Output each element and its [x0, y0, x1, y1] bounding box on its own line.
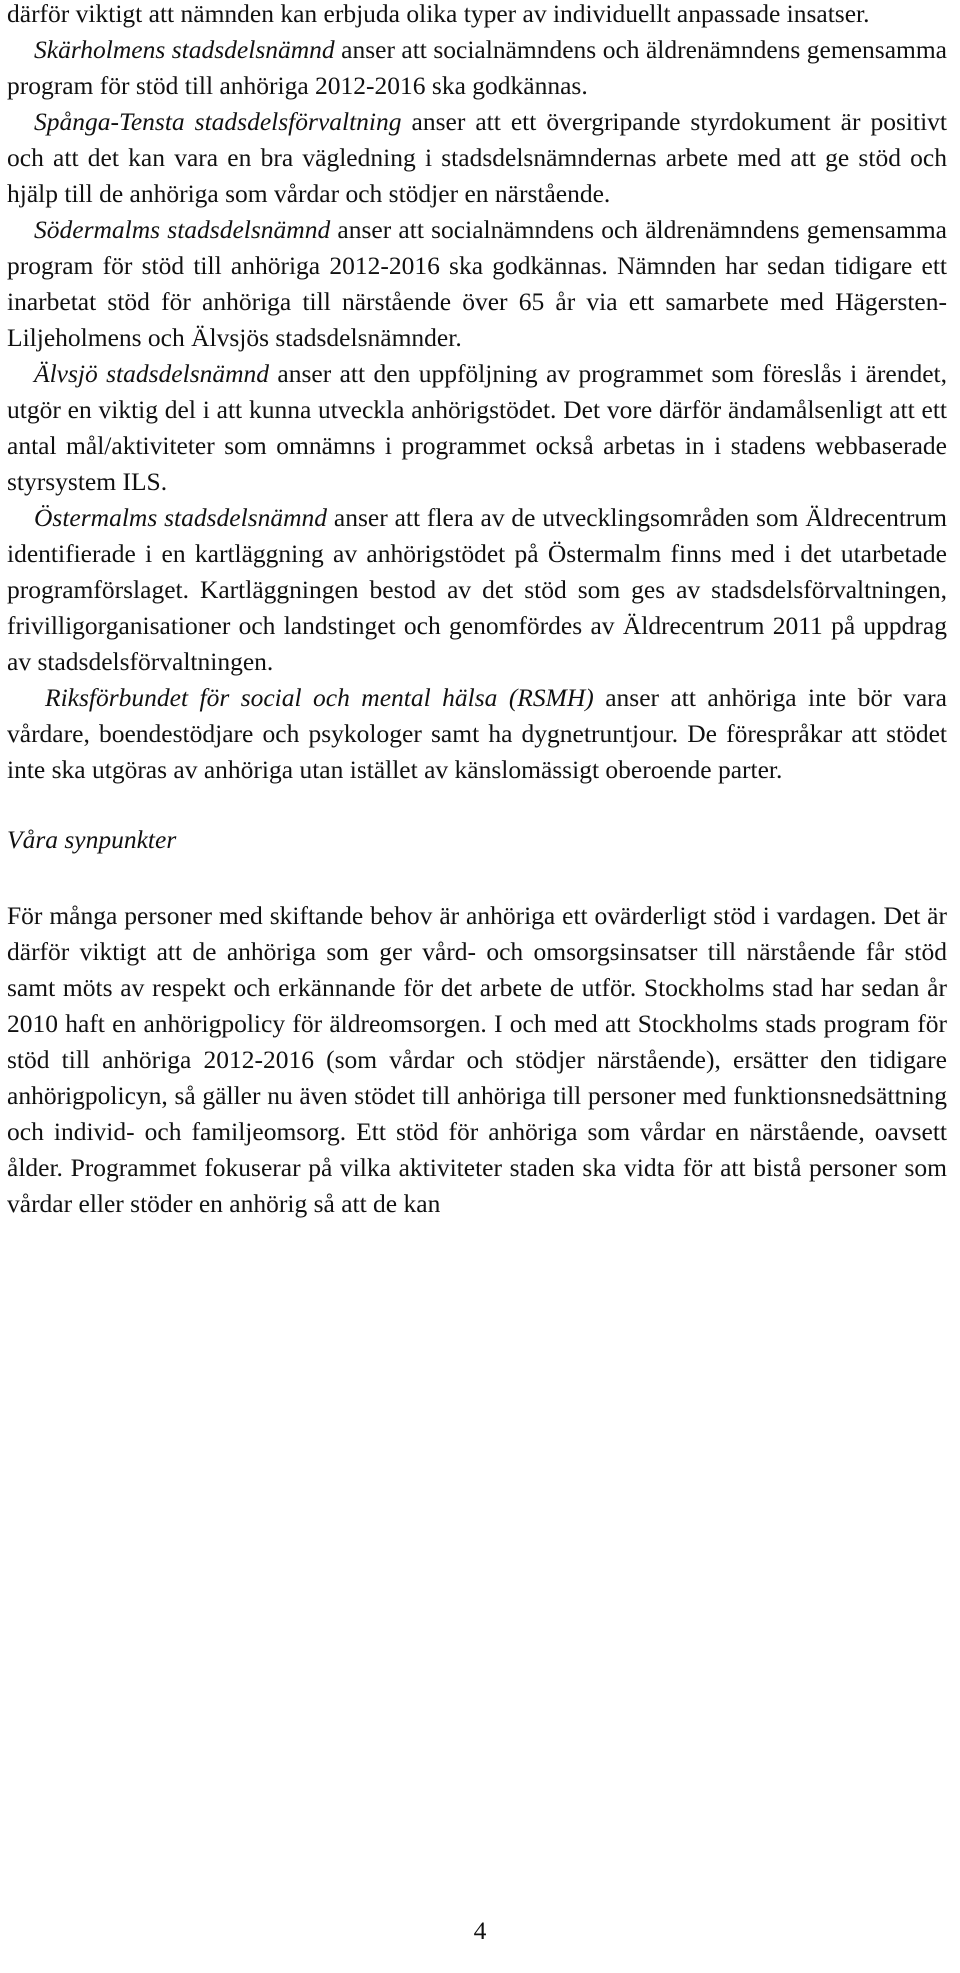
paragraph-sodermalm — [7, 212, 947, 356]
entity-name: Riksförbundet för social och mental hälsa (RSMH) — [45, 683, 594, 712]
paragraph-final: För många personer med skiftande behov är anhöriga ett ovärderligt stöd i vardagen. Det är därför viktigt att de anhöriga som ger vård- och omsorgsinsatser till närstående får stöd samt möts av respekt och erkännande för det arbete de utför. Stockholms stad har sedan år 2010 haft en anhörigpolicy för äldreomsorgen. I och med att Stockholms stads program för stöd till anhöriga 2012-2016 (som vårdar och stödjer närstående), ersätter den tidigare anhörigpolicyn, så gäller nu även stödet till anhöriga till personer med funktionsnedsättning och individ- och familjeomsorg. Ett stöd för anhöriga som vårdar en närstående, oavsett ålder. Programmet fokuserar på vilka aktiviteter staden ska vidta för att bistå personer som vårdar eller stöder en anhörig så att de kan — [7, 901, 947, 1218]
paragraph-text: anser att flera av de utvecklingsområden som Äldrecentrum identifierade i en kartläggning av anhörigstödet på Östermalm finns med i det utarbetade programförslaget. Kartläggningen bestod av det stöd som ges av stadsdelsförvaltningen, frivilligorganisationer och landstinget och genomfördes av Äldrecentrum 2011 på uppdrag av stadsdelsförvaltningen. — [7, 503, 947, 676]
section-heading: Våra synpunkter — [7, 825, 177, 854]
paragraph-rsmh — [7, 680, 947, 788]
paragraph-skarholmen — [7, 32, 947, 104]
entity-name: Skärholmens stadsdelsnämnd — [34, 35, 335, 64]
body-text — [7, 0, 947, 1222]
paragraph-text: anser att den uppföljning av programmet som föreslås i ärendet, utgör en viktig del i att kunna utveckla anhörigstödet. Det vore därför ändamålsenligt att ett antal mål/aktiviteter som omnämns i programmet också arbetas in i stadens webbaserade styrsystem ILS. — [7, 359, 947, 496]
paragraph-text: anser att ett övergripande styrdokument är positivt och att det kan vara en bra vägledning i stadsdelsnämndernas arbete med att ge stöd och hjälp till de anhöriga som vårdar och stödjer en närstående. — [7, 107, 947, 208]
paragraph-text: anser att socialnämndens och äldrenämndens gemensamma program för stöd till anhöriga 2012-2016 ska godkännas. — [7, 35, 947, 100]
paragraph-spanga-tensta — [7, 104, 947, 212]
paragraph-ostermalm — [7, 500, 947, 680]
paragraph-alvsjo — [7, 356, 947, 500]
entity-name: Södermalms stadsdelsnämnd — [34, 215, 331, 244]
paragraph-text: anser att anhöriga inte bör vara vårdare, boendestödjare och psykologer samt ha dygnetruntjour. De förespråkar att stödet inte ska utgöras av anhöriga utan istället av känslomässigt oberoende parter. — [7, 683, 947, 784]
paragraph-continuation — [7, 0, 947, 32]
entity-name: Älvsjö stadsdelsnämnd — [34, 359, 270, 388]
page-number: 4 — [473, 1916, 487, 1945]
paragraph-text: därför viktigt att nämnden kan erbjuda olika typer av individuellt anpassade insatser. — [7, 0, 870, 28]
entity-name: Spånga-Tensta stadsdelsförvaltning — [34, 107, 402, 136]
paragraph-text: anser att socialnämndens och äldrenämndens gemensamma program för stöd till anhöriga 2012-2016 ska godkännas. Nämnden har sedan tidigare ett inarbetat stöd för anhöriga till närstående över 65 år via ett samarbete med Hägersten-Liljeholmens och Älvsjös stadsdelsnämnder. — [7, 215, 947, 352]
entity-name: Östermalms stadsdelsnämnd — [34, 503, 328, 532]
